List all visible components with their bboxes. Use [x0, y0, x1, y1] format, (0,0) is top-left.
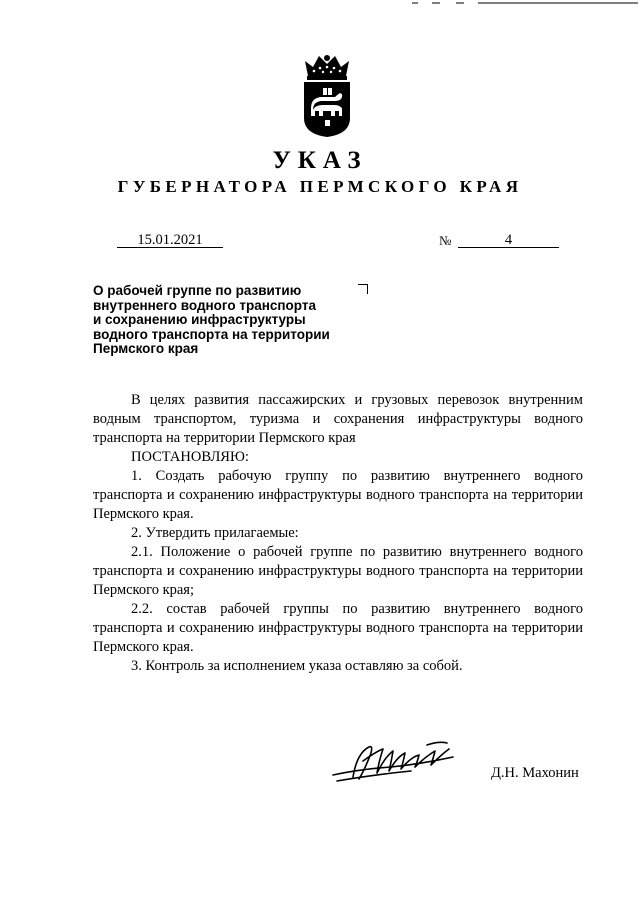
- clause-paragraph: 1. Создать рабочую группу по развитию внутреннего водного транспорта и сохранению инфраструктуры водного транспорта на территории Пермского края.: [93, 468, 583, 522]
- preamble-paragraph: В целях развития пассажирских и грузовых перевозок внутренним водным транспортом, туризма и сохранения инфраструктуры водного транспорта на территории Пермского края: [93, 392, 583, 446]
- clause-paragraph: 2.1. Положение о рабочей группе по развитию внутреннего водного транспорта и сохранению инфраструктуры водного транспорта на территории Пермского края;: [93, 544, 583, 598]
- subject-line: и сохранению инфраструктуры: [93, 312, 306, 327]
- number-sign: №: [439, 233, 452, 248]
- clause-paragraph: 2. Утвердить прилагаемые:: [131, 525, 299, 541]
- decree-body: [93, 391, 583, 676]
- subject-line: водного транспорта на территории: [93, 326, 330, 342]
- decree-number: 4: [458, 233, 559, 248]
- document-title: УКАЗ: [272, 147, 368, 174]
- clause-paragraph: 3. Контроль за исполнением указа оставляю за собой.: [131, 658, 463, 674]
- document-subtitle: ГУБЕРНАТОРА ПЕРМСКОГО КРАЯ: [117, 177, 523, 196]
- clause-paragraph: 2.2. состав рабочей группы по развитию внутреннего водного транспорта и сохранению инфраструктуры водного транспорта на территории Пермского края.: [93, 601, 583, 655]
- signer-name: Д.Н. Махонин: [491, 765, 579, 781]
- subject-corner-mark: [358, 284, 368, 294]
- handwritten-signature: [331, 739, 457, 785]
- subject-line: Пермского края: [93, 341, 199, 356]
- scan-edge-marks: [412, 1, 638, 7]
- decree-subject: [93, 284, 373, 357]
- subject-line: внутреннего водного транспорта: [93, 297, 316, 313]
- perm-krai-coat-of-arms-icon: [301, 52, 353, 138]
- decree-date: 15.01.2021: [117, 233, 223, 248]
- subject-line: О рабочей группе по развитию: [93, 283, 302, 298]
- resolve-heading: ПОСТАНОВЛЯЮ:: [131, 449, 249, 465]
